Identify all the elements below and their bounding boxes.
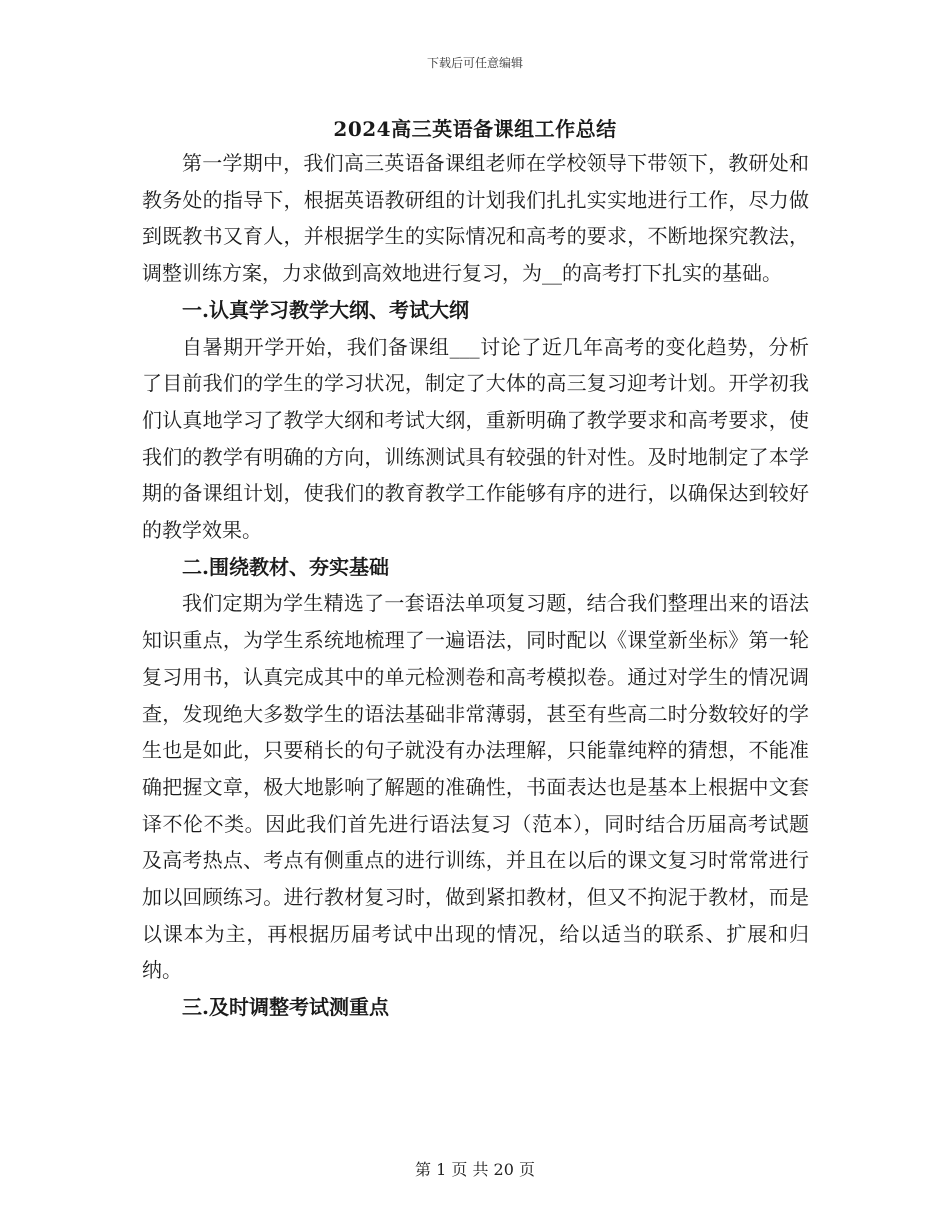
section-paragraph-2: 我们定期为学生精选了一套语法单项复习题，结合我们整理出来的语法知识重点，为学生系统地梳理了一遍语法，同时配以《课堂新坐标》第一轮复习用书，认真完成其中的单元检测卷和高考模拟卷。通过对学生的情况调查，发现绝大多数学生的语法基础非常薄弱，甚至有些高二时分数较好的学生也是如此，只要稍长的句子就没有办法理解，只能靠纯粹的猜想，不能准确把握文章，极大地影响了解题的准确性，书面表达也是基本上根据中文套译不伦不类。因此我们首先进行语法复习（范本），同时结合历届高考试题及高考热点、考点有侧重点的进行训练，并且在以后的课文复习时常常进行加以回顾练习。进行教材复习时，做到紧扣教材，但又不拘泥于教材，而是以课本为主，再根据历届考试中出现的情况，给以适当的联系、扩展和归纳。	[142, 591, 809, 983]
section-paragraph-1: 自暑期开学开始，我们备课组___讨论了近几年高考的变化趋势，分析了目前我们的学生的学习状况，制定了大体的高三复习迎考计划。开学初我们认真地学习了教学大纲和考试大纲，重新明确了教学要求和高考要求，使我们的教学有明确的方向，训练测试具有较强的针对性。及时地制定了本学期的备课组计划，使我们的教育教学工作能够有序的进行，以确保达到较好的教学效果。	[142, 334, 809, 543]
document-title: 2024高三英语备课组工作总结	[333, 117, 617, 141]
section-heading-2: 二.围绕教材、夯实基础	[182, 554, 389, 579]
page-footer: 第 1 页 共 20 页	[415, 1160, 535, 1179]
section-heading-3: 三.及时调整考试测重点	[182, 995, 389, 1020]
header-note: 下载后可任意编辑	[426, 56, 523, 70]
intro-paragraph: 第一学期中，我们高三英语备课组老师在学校领导下带领下，教研处和教务处的指导下，根据英语教研组的计划我们扎扎实实地进行工作，尽力做到既教书又育人，并根据学生的实际情况和高考的要求，不断地探究教法，调整训练方案，力求做到高效地进行复习，为__的高考打下扎实的基础。	[142, 151, 809, 286]
section-heading-1: 一.认真学习教学大纲、考试大纲	[182, 297, 469, 322]
document-body	[142, 145, 809, 1026]
